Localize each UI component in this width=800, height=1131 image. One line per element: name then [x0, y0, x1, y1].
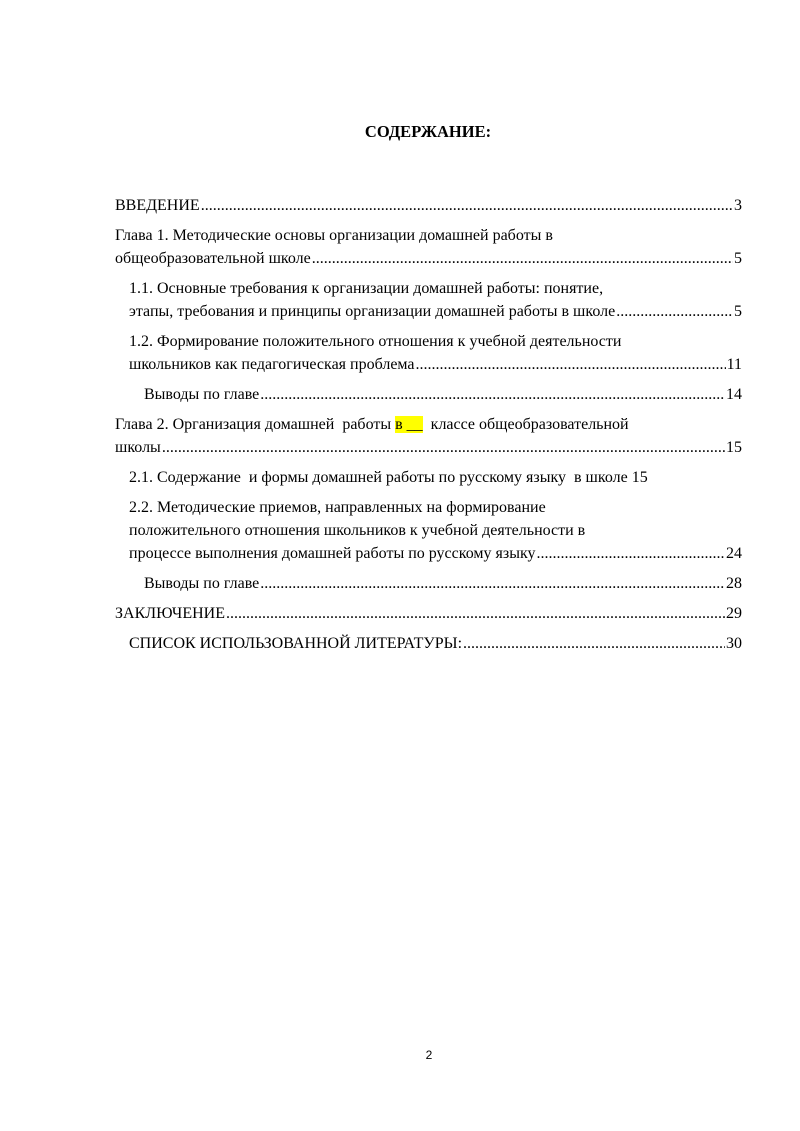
toc-entry-label-line1: 2.2. Методические приемов, направленных на формирование [129, 499, 546, 516]
toc-page-number: 14 [726, 386, 742, 403]
toc-line [115, 436, 742, 459]
toc-line [115, 247, 742, 270]
toc-page-number: 29 [726, 605, 742, 622]
toc-entry-label-line1: Глава 1. Методические основы организации домашней работы в [115, 227, 553, 244]
toc-entry-label-line2: школьников как педагогическая проблема [129, 356, 415, 373]
page-number: 2 [425, 1048, 433, 1062]
toc-title: СОДЕРЖАНИЕ: [364, 122, 492, 141]
toc-entry-label: Выводы по главе [144, 386, 260, 403]
toc-page-number: 5 [734, 303, 742, 320]
toc-entry-label: ЗАКЛЮЧЕНИЕ [115, 605, 225, 622]
toc-page-number: 30 [726, 635, 742, 652]
toc-entry-conclusions-chapter-2[interactable] [144, 572, 742, 595]
toc-line [115, 194, 742, 217]
toc-entry-label-line2: школы [115, 439, 161, 456]
toc-page-number: 28 [726, 575, 742, 592]
toc-entry-label-line1: 1.2. Формирование положительного отношения к учебной деятельности [129, 333, 622, 350]
dot-leader [260, 383, 725, 406]
toc-line [144, 383, 742, 406]
dot-leader [226, 602, 725, 625]
dot-leader [463, 632, 725, 655]
toc-entry-label-line2: положительного отношения школьников к учебной деятельности в [129, 522, 586, 539]
table-of-contents [115, 194, 742, 662]
toc-entry-section-2-2[interactable] [129, 496, 742, 565]
dot-leader [260, 572, 725, 595]
toc-page-number: 11 [726, 356, 742, 373]
toc-entry-chapter-2[interactable] [115, 413, 742, 459]
toc-line [129, 466, 742, 489]
toc-entry-label: ВВЕДЕНИЕ [115, 197, 200, 214]
toc-page-number: 15 [631, 469, 648, 486]
toc-line [129, 632, 742, 655]
toc-entry-chapter-1[interactable] [115, 224, 742, 270]
toc-line [144, 572, 742, 595]
toc-page-number: 5 [734, 250, 742, 267]
toc-page-number: 3 [734, 197, 742, 214]
dot-leader [201, 194, 733, 217]
toc-text-segment: Глава 2. Организация домашней работы [115, 416, 396, 433]
toc-entry-label: 2.1. Содержание и формы домашней работы по русскому языку в школе [129, 469, 628, 486]
toc-line [129, 542, 742, 565]
toc-page-number: 24 [726, 545, 742, 562]
dot-leader [416, 353, 726, 376]
toc-line [115, 602, 742, 625]
dot-leader [312, 247, 733, 270]
toc-line [129, 300, 742, 323]
toc-entry-label-line1 [115, 413, 742, 436]
dot-leader [537, 542, 726, 565]
dot-leader [162, 436, 725, 459]
toc-entry-label-line2: этапы, требования и принципы организации домашней работы в школе [129, 303, 616, 320]
toc-entry-label: Выводы по главе [144, 575, 260, 592]
toc-entry-label: СПИСОК ИСПОЛЬЗОВАННОЙ ЛИТЕРАТУРЫ: [129, 635, 463, 652]
toc-entry-label-line1: 1.1. Основные требования к организации домашней работы: понятие, [129, 280, 604, 297]
highlighted-placeholder: в __ [395, 416, 423, 433]
toc-line [129, 353, 742, 376]
toc-entry-label-line2: общеобразовательной школе [115, 250, 311, 267]
toc-entry-introduction[interactable] [115, 194, 742, 217]
toc-entry-section-1-1[interactable] [129, 277, 742, 323]
toc-entry-label-line3: процессе выполнения домашней работы по русскому языку [129, 545, 536, 562]
toc-entry-conclusions-chapter-1[interactable] [144, 383, 742, 406]
toc-entry-conclusion[interactable] [115, 602, 742, 625]
toc-entry-section-2-1[interactable] [129, 466, 742, 489]
dot-leader [616, 300, 733, 323]
toc-page-number: 15 [726, 439, 742, 456]
toc-text-segment: классе общеобразовательной [422, 416, 629, 433]
toc-entry-bibliography[interactable] [129, 632, 742, 655]
toc-entry-section-1-2[interactable] [129, 330, 742, 376]
